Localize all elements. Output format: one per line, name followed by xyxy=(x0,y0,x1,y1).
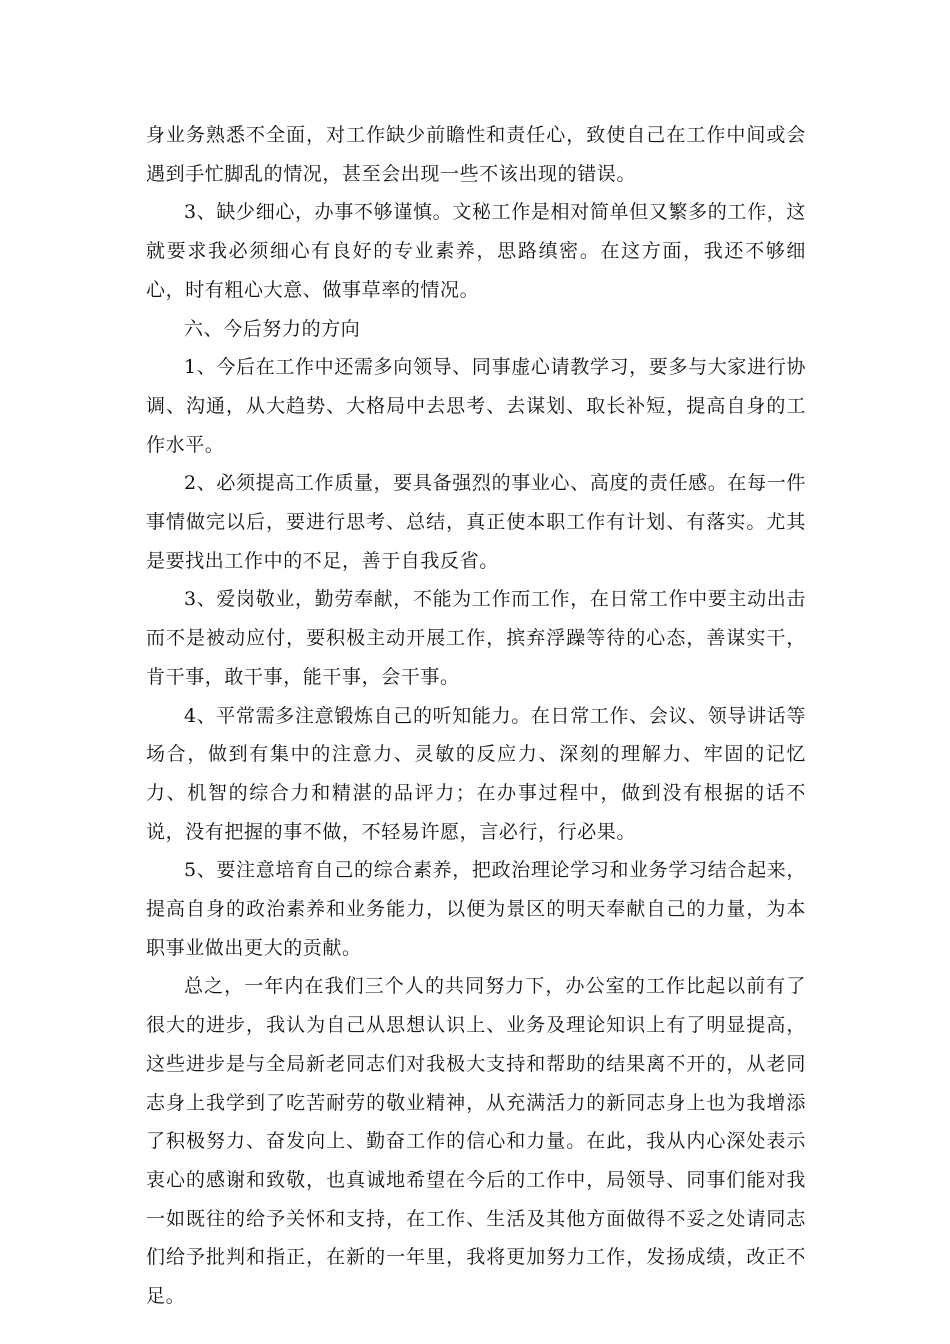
paragraph-continuation: 身业务熟悉不全面，对工作缺少前瞻性和责任心，致使自己在工作中间或会遇到手忙脚乱的情况，甚至会出现一些不该出现的错误。 xyxy=(146,124,806,185)
paragraph-conclusion: 总之，一年内在我们三个人的共同努力下，办公室的工作比起以前有了很大的进步，我认为自己从思想认识上、业务及理论知识上有了明显提高，这些进步是与全局新老同志们对我极大支持和帮助的结果离不开的，从老同志身上我学到了吃苦耐劳的敬业精神，从充满活力的新同志身上也为我增添了积极努力、奋发向上、勤奋工作的信心和力量。在此，我从内心深处表示衷心的感谢和致敬，也真诚地希望在今后的工作中，局领导、同事们能对我一如既往的给予关怀和支持，在工作、生活及其他方面做得不妥之处请同志们给予批判和指正，在新的一年里，我将更加努力工作，发扬成绩，改正不足。 xyxy=(146,975,806,1308)
document-body xyxy=(146,116,806,1316)
paragraph-item-1-learning: 1、今后在工作中还需多向领导、同事虚心请教学习，要多与大家进行协调、沟通，从大趋势、大格局中去思考、去谋划、取长补短，提高自身的工作水平。 xyxy=(146,356,806,456)
paragraph-item-3-carefulness: 3、缺少细心，办事不够谨慎。文秘工作是相对简单但又繁多的工作，这就要求我必须细心有良好的专业素养，思路缜密。在这方面，我还不够细心，时有粗心大意、做事草率的情况。 xyxy=(146,201,806,301)
paragraph-item-5-literacy: 5、要注意培育自己的综合素养，把政治理论学习和业务学习结合起来，提高自身的政治素养和业务能力，以便为景区的明天奉献自己的力量，为本职事业做出更大的贡献。 xyxy=(146,859,806,959)
section-heading-future-direction: 六、今后努力的方向 xyxy=(184,317,361,340)
paragraph-item-3-dedication: 3、爱岗敬业，勤劳奉献，不能为工作而工作，在日常工作中要主动出击而不是被动应付，要积极主动开展工作，摈弃浮躁等待的心态，善谋实干，肯干事，敢干事，能干事，会干事。 xyxy=(146,588,806,688)
paragraph-item-2-quality: 2、必须提高工作质量，要具备强烈的事业心、高度的责任感。在每一件事情做完以后，要进行思考、总结，真正使本职工作有计划、有落实。尤其是要找出工作中的不足，善于自我反省。 xyxy=(146,472,806,572)
paragraph-item-4-listening: 4、平常需多注意锻炼自己的听知能力。在日常工作、会议、领导讲话等场合，做到有集中的注意力、灵敏的反应力、深刻的理解力、牢固的记忆力、机智的综合力和精湛的品评力；在办事过程中，做到没有根据的话不说，没有把握的事不做，不轻易许愿，言必行，行必果。 xyxy=(146,704,806,843)
